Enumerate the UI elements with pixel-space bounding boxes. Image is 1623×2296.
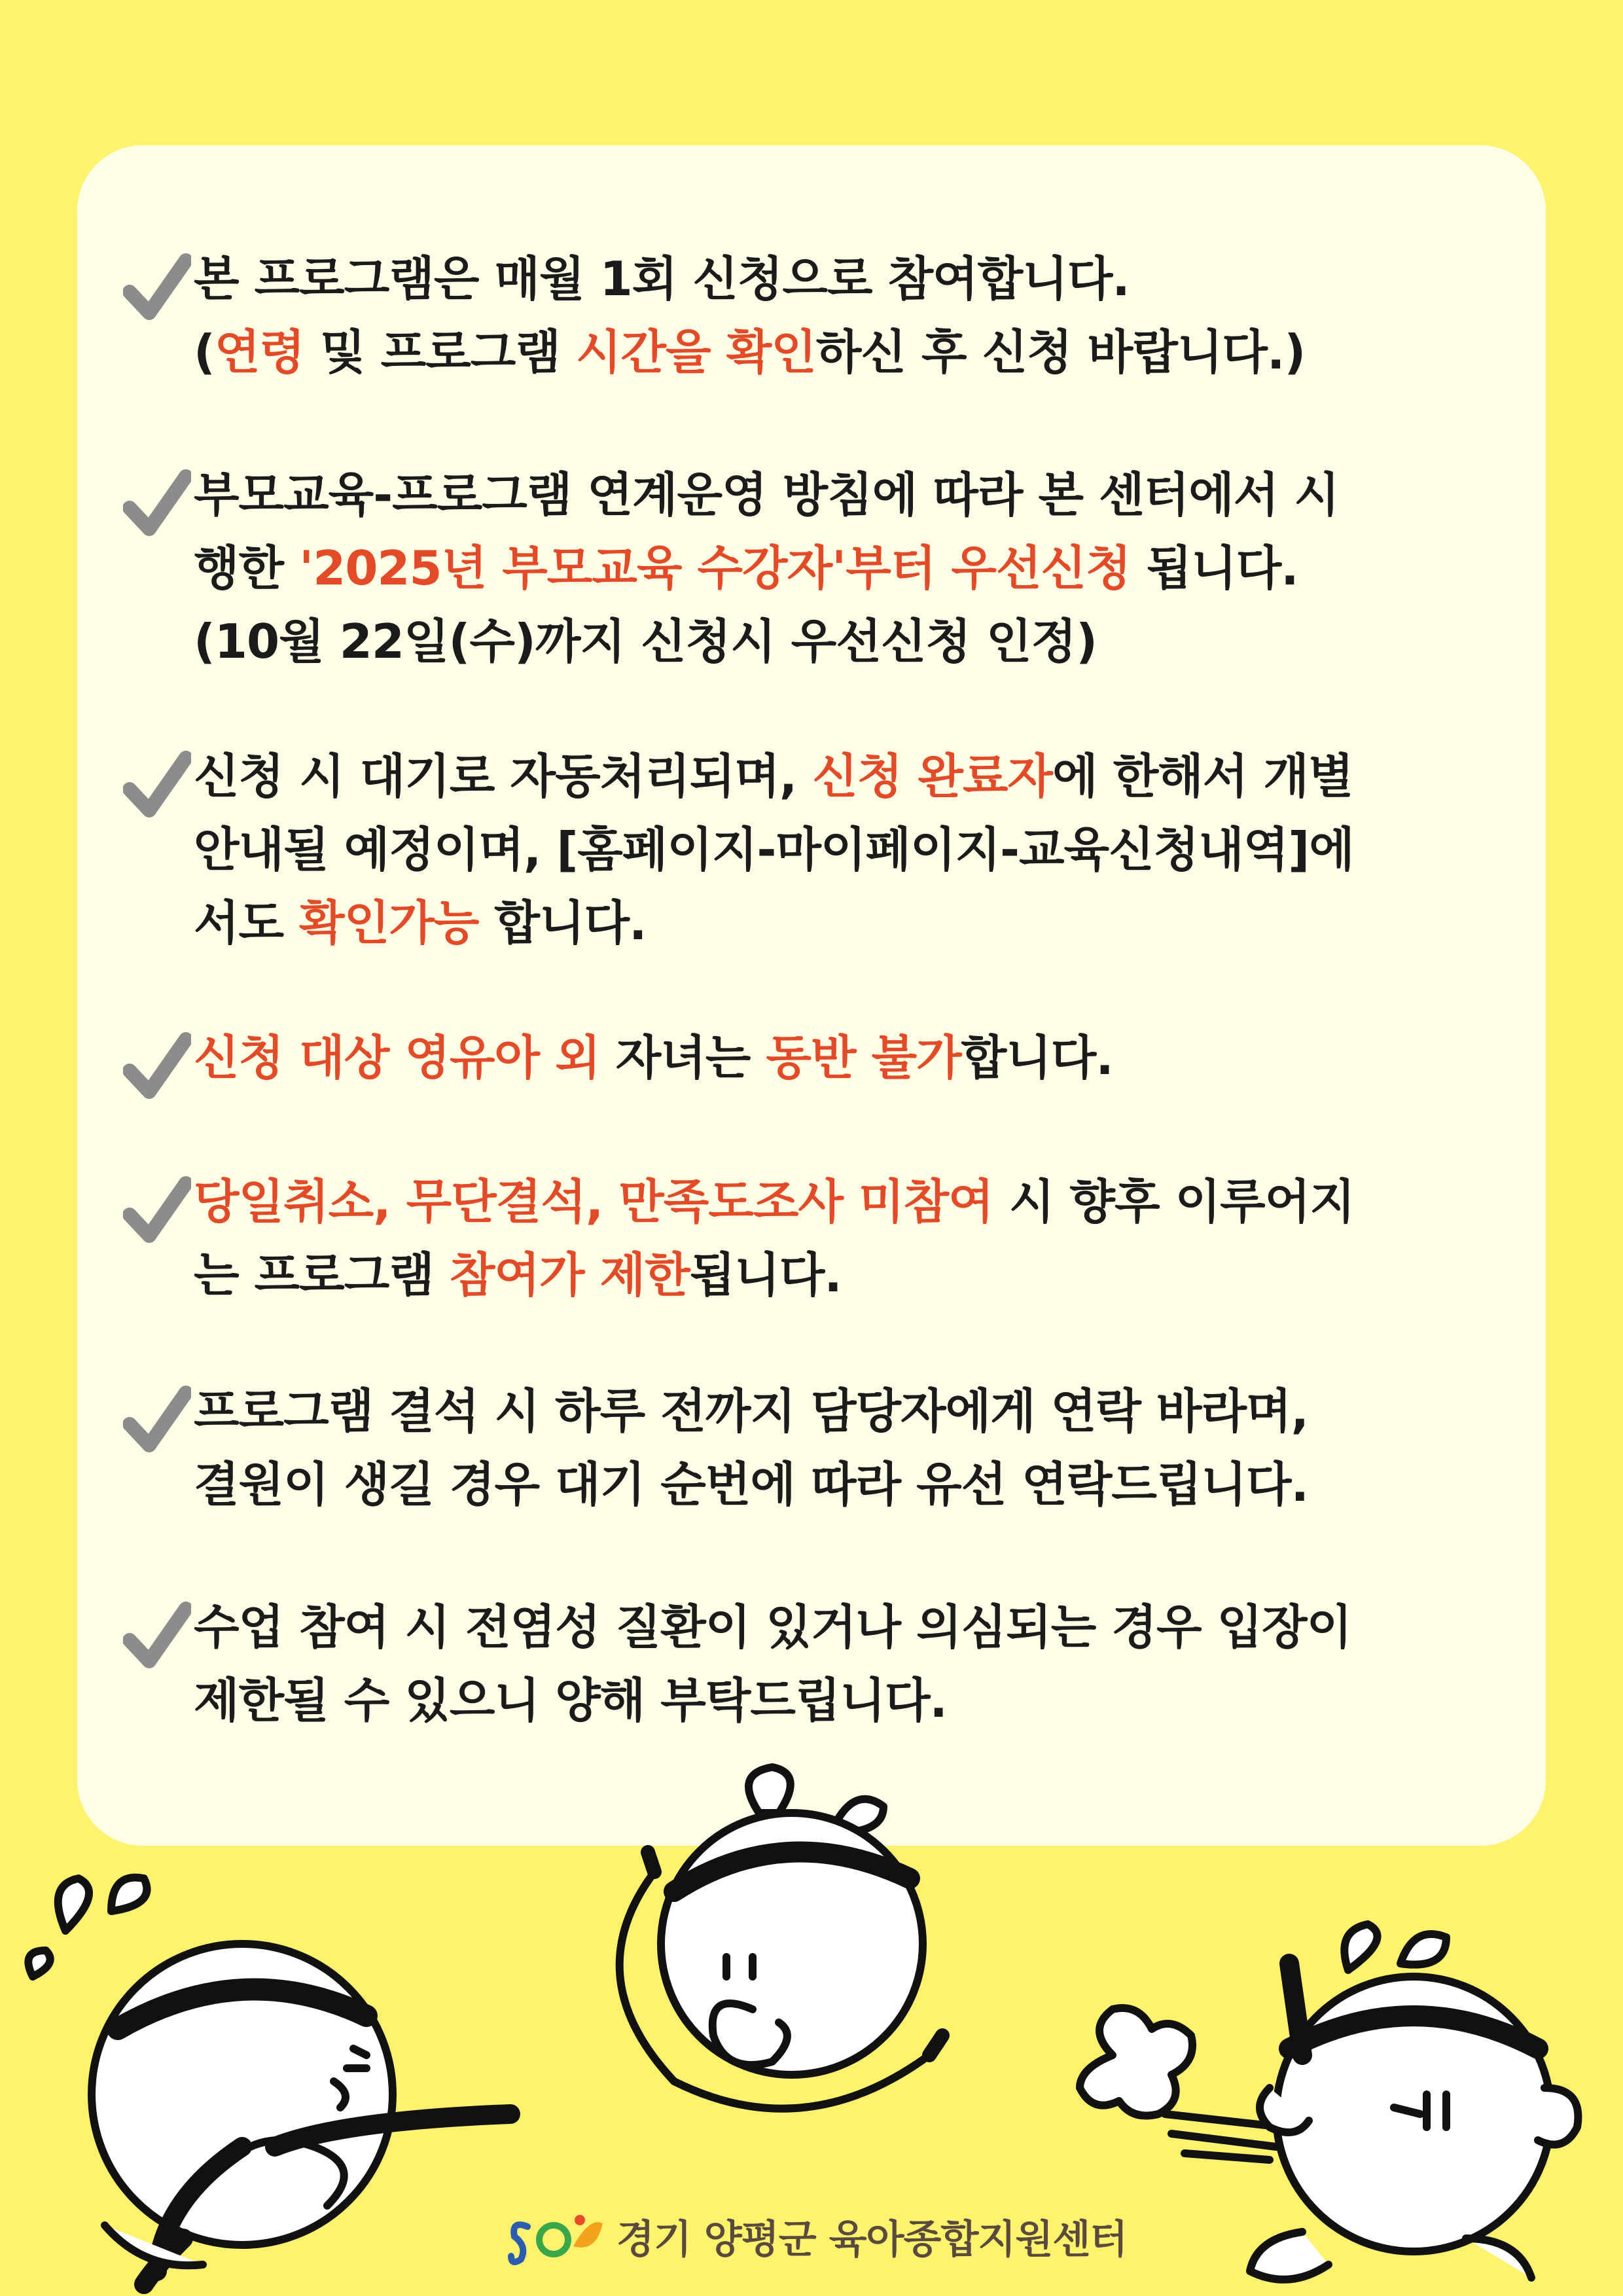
notice-text — [194, 242, 1305, 389]
checkmark-icon — [123, 467, 191, 539]
body-text: 에 한해서 개별 — [1052, 749, 1353, 804]
highlight-text: 연령 — [214, 325, 305, 380]
body-text: 신청 시 대기로 자동처리되며, — [194, 749, 813, 804]
body-text: 하신 후 신청 바랍니다.) — [815, 325, 1306, 380]
checkmark-icon — [123, 1174, 191, 1246]
notice-line — [194, 1448, 1308, 1521]
body-text: (10월 22일(수)까지 신청시 우선신청 인정) — [194, 614, 1097, 669]
highlight-text: 신청 완료자 — [812, 749, 1053, 804]
notice-line — [194, 1021, 1113, 1094]
highlight-text: 동반 불가 — [766, 1030, 961, 1085]
highlight-text: '2025년 부모교육 수강자'부터 우선신청 — [299, 541, 1131, 596]
checkmark-icon — [123, 749, 191, 821]
notice-line — [194, 813, 1354, 886]
notice-item — [123, 1021, 1524, 1102]
body-text: 됩니다. — [689, 1247, 842, 1302]
body-text: 시 향후 이루어지 — [993, 1174, 1355, 1229]
body-text: ( — [194, 325, 215, 380]
highlight-text: 당일취소, 무단결석, 만족도조사 미참여 — [194, 1174, 993, 1229]
notice-line — [194, 605, 1339, 678]
body-text: 결원이 생길 경우 대기 순번에 따라 유선 연락드립니다. — [194, 1457, 1308, 1512]
body-text: 및 프로그램 — [304, 325, 576, 380]
notice-line — [194, 1238, 1355, 1312]
body-text: 는 프로그램 — [194, 1247, 450, 1302]
center-logo-icon — [508, 2207, 606, 2266]
notice-text — [194, 740, 1354, 960]
notice-line — [194, 1374, 1308, 1448]
checkmark-icon — [123, 1600, 191, 1672]
footer-brand — [508, 2207, 1127, 2266]
notice-item — [123, 242, 1524, 389]
checkmark-icon — [123, 1384, 191, 1456]
notice-text — [194, 458, 1339, 678]
body-text: 본 프로그램은 매월 1회 신청으로 참여합니다. — [194, 251, 1130, 306]
notice-line — [194, 740, 1354, 813]
body-text: 합니다. — [961, 1030, 1113, 1085]
notice-item — [123, 458, 1524, 678]
body-text: 제한될 수 있으니 양해 부탁드립니다. — [194, 1673, 947, 1728]
notice-item — [123, 1590, 1524, 1737]
body-text: 자녀는 — [599, 1030, 766, 1085]
footer-org-name: 경기 양평군 육아종합지원센터 — [616, 2217, 1128, 2263]
notice-line — [194, 1590, 1351, 1664]
body-text: 됩니다. — [1130, 541, 1298, 596]
character-jump-rope-illustration — [602, 1761, 969, 2101]
body-text: 합니다. — [478, 895, 647, 950]
highlight-text: 참여가 제한 — [449, 1247, 690, 1302]
body-text: 프로그램 결석 시 하루 전까지 담당자에게 연락 바라며, — [194, 1384, 1308, 1439]
notice-text — [194, 1374, 1308, 1521]
body-text: 수업 참여 시 전염성 질환이 있거나 의심되는 경우 입장이 — [194, 1600, 1352, 1655]
checkmark-icon — [123, 251, 191, 323]
notice-item — [123, 1165, 1524, 1312]
notice-line — [194, 886, 1354, 960]
body-text: 서도 — [194, 895, 300, 950]
notice-line — [194, 1664, 1351, 1737]
highlight-text: 확인가능 — [299, 895, 479, 950]
notice-line — [194, 315, 1305, 389]
notice-text — [194, 1165, 1355, 1312]
highlight-text: 신청 대상 영유아 외 — [194, 1030, 600, 1085]
character-tug-left-illustration — [26, 1872, 510, 2291]
notice-line — [194, 531, 1339, 605]
highlight-text: 시간을 확인 — [575, 325, 816, 380]
notice-line — [194, 458, 1339, 531]
character-tug-right-illustration — [1073, 1924, 1610, 2291]
notice-line — [194, 1165, 1355, 1238]
body-text: 부모교육-프로그램 연계운영 방침에 따라 본 센터에서 시 — [194, 467, 1339, 522]
notice-item — [123, 1374, 1524, 1521]
notice-item — [123, 740, 1524, 960]
checkmark-icon — [123, 1030, 191, 1102]
notice-text — [194, 1590, 1351, 1737]
notice-text — [194, 1021, 1113, 1094]
body-text: 안내될 예정이며, [홈페이지-마이페이지-교육신청내역]에 — [194, 822, 1354, 877]
notice-line — [194, 242, 1305, 315]
body-text: 행한 — [194, 541, 300, 596]
